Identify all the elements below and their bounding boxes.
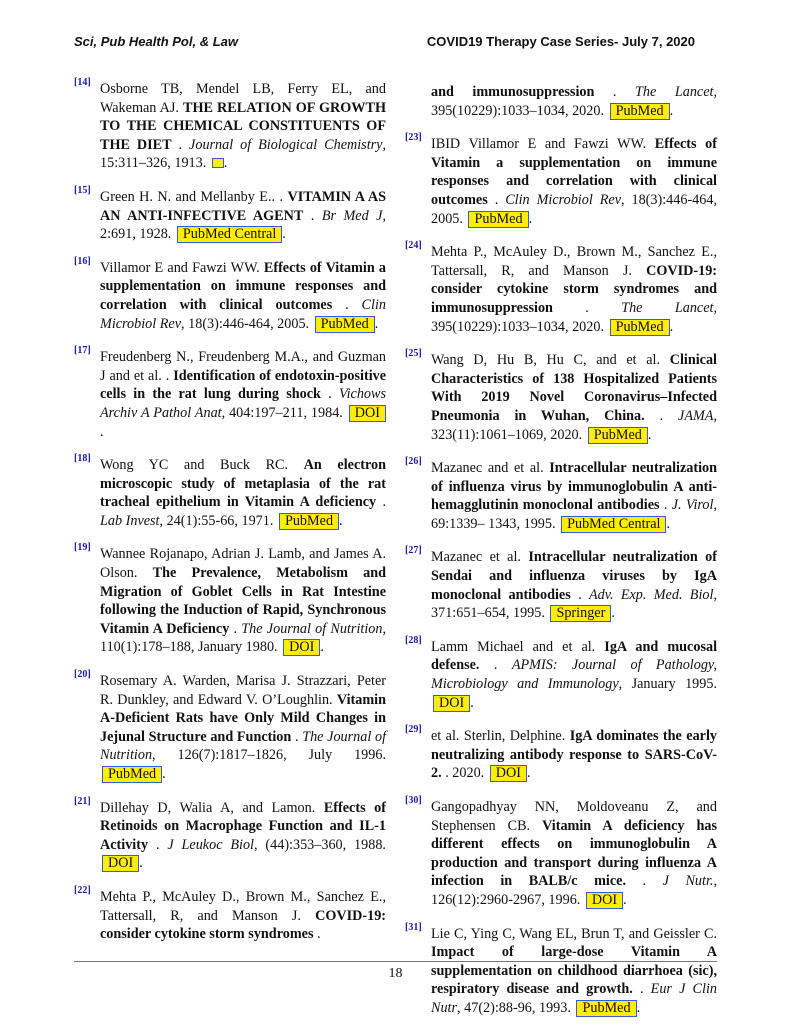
reference-item: [74, 795, 386, 873]
reference-title: THE RELATION OF GROWTH TO THE CHEMICAL CONSTITUENTS OF THE DIET: [100, 99, 386, 153]
citation-link-button[interactable]: PubMed: [102, 766, 162, 783]
reference-journal: J Leukoc Biol: [167, 836, 254, 853]
references-left-column: [74, 77, 387, 959]
reference-details: , 126(7):1817–1826, July 1996.: [152, 747, 386, 764]
reference-details: , 15:311–326, 1913.: [100, 136, 387, 172]
reference-number[interactable]: [20]: [74, 669, 91, 681]
reference-journal: The Journal of Nutrition: [100, 728, 387, 764]
citation-link-button[interactable]: DOI: [433, 695, 470, 712]
reference-number[interactable]: [14]: [74, 77, 91, 88]
references-right-column: [405, 80, 717, 1033]
reference-item: [74, 669, 387, 784]
citation-link-button[interactable]: PubMed: [610, 103, 670, 120]
reference-journal: APMIS: Journal of Pathology, Microbiology and Immunology: [431, 657, 717, 693]
reference-title: Effects of Vitamin a supplementation on immune responses and correlation with clinical outcomes: [100, 259, 386, 313]
reference-text: Mazanec et al. Intracellular neutralization of Sendai and influenza viruses by IgA monoclonal antibodies . Adv. Exp. Med. Biol, 371:651–654, 1995. Springer .: [431, 549, 717, 622]
reference-authors: Wannee Rojanapo, Adrian J. Lamb, and James A. Olson.: [100, 546, 386, 582]
reference-text: IBID Villamor E and Fawzi WW. Effects of Vitamin a supplementation on immune responses and correlation with clinical outcomes . Clin Microbiol Rev, 18(3):446-464, 2005. PubMed .: [431, 136, 718, 227]
reference-number[interactable]: [16]: [74, 255, 91, 267]
reference-text: Mehta P., McAuley D., Brown M., Sanchez E., Tattersall, R, and Manson J. COVID-19: consider cytokine storm syndromes and immunosuppression . The Lancet, 395(10229):1033–1034, 2020. PubMed .: [431, 244, 718, 335]
reference-item: [405, 348, 718, 444]
reference-authors: Mazanec et al.: [431, 549, 521, 566]
reference-journal: JAMA: [678, 407, 714, 424]
reference-number[interactable]: [25]: [405, 348, 422, 360]
reference-details: , 18(3):446-464, 2005.: [431, 191, 717, 227]
reference-journal: The Lancet: [621, 299, 714, 316]
page-number: 18: [388, 966, 403, 981]
reference-details: , January 1995.: [618, 676, 717, 693]
reference-title: COVID-19: consider cytokine storm syndromes and immunosuppression: [431, 262, 718, 316]
citation-link-button[interactable]: PubMed: [588, 427, 648, 444]
reference-number[interactable]: [26]: [405, 456, 422, 468]
citation-link-button[interactable]: PubMed: [279, 513, 339, 530]
reference-item: [405, 634, 718, 712]
reference-text: Wong YC and Buck RC. An electron microscopic study of metaplasia of the rat tracheal epithelium in Vitamin A deficiency . Lab Invest, 24(1):55-66, 1971. PubMed .: [100, 457, 387, 529]
reference-journal: Clin Microbiol Rev: [100, 296, 386, 332]
reference-authors: Dillehay D, Walia A, and Lamon.: [100, 799, 316, 816]
reference-details: , 47(2):88-96, 1993.: [457, 999, 571, 1016]
citation-link-button[interactable]: DOI: [102, 855, 139, 872]
reference-details: , 371:651–654, 1995.: [431, 586, 717, 622]
reference-title: IgA dominates the early neutralizing antibody response to SARS-CoV-2.: [431, 728, 717, 782]
reference-authors: Mehta P., McAuley D., Brown M., Sanchez E., Tattersall, R, and Manson J.: [100, 888, 386, 924]
reference-number[interactable]: [31]: [405, 921, 422, 933]
reference-item: [405, 795, 717, 910]
citation-link-button[interactable]: PubMed: [576, 1000, 636, 1017]
reference-number[interactable]: [22]: [74, 884, 91, 896]
reference-details: , 126(12):2960-2967, 1996.: [431, 873, 717, 908]
reference-authors: IBID Villamor E and Fawzi WW.: [431, 136, 647, 153]
reference-number[interactable]: [21]: [74, 795, 91, 807]
citation-link-button[interactable]: PubMed Central: [561, 516, 666, 533]
reference-item: [74, 255, 386, 333]
reference-title: COVID-19: consider cytokine storm syndromes: [100, 907, 387, 943]
reference-text: Mazanec and et al. Intracellular neutralization of influenza virus by immunoglobulin A anti-hemagglutinin monoclonal antibodies . J. Virol, 69:1339– 1343, 1995. PubMed Central .: [431, 460, 717, 532]
reference-text: Freudenberg N., Freudenberg M.A., and Guzman J and et al. . Identification of endotoxin-positive cells in the rat lung during shock . Vichows Archiv A Pathol Anat, 404:197–211, 1984. DOI.: [100, 349, 387, 440]
reference-details: 2020.: [452, 765, 485, 782]
reference-item: [74, 453, 387, 530]
reference-journal: Clin Microbiol Rev: [505, 191, 621, 208]
reference-title: Intracellular neutralization of Sendai and influenza viruses by IgA monoclonal antibodies: [431, 549, 717, 603]
reference-text: Wannee Rojanapo, Adrian J. Lamb, and James A. Olson. The Prevalence, Metabolism and Migration of Goblet Cells in Rat Intestine following the Induction of Rapid, Synchronous Vitamin A Deficiency . The Journal of Nutrition, 110(1):178–188, January 1980. DOI .: [100, 546, 387, 656]
reference-text: Green H. N. and Mellanby E.. . VITAMIN A AS AN ANTI-INFECTIVE AGENT . Br Med J, 2:691, 1928. PubMed Central .: [100, 188, 386, 243]
reference-journal: Adv. Exp. Med. Biol: [588, 586, 714, 603]
reference-title: and immunosuppression: [431, 84, 595, 100]
reference-journal: Vichows Archiv A Pathol Anat: [100, 386, 387, 421]
reference-number[interactable]: [30]: [405, 795, 422, 806]
reference-number[interactable]: [18]: [74, 453, 91, 465]
reference-text: et al. Sterlin, Delphine. IgA dominates the early neutralizing antibody response to SARS-CoV-2. . 2020. DOI .: [431, 728, 717, 782]
reference-title: Vitamin A deficiency has different effects on immunoglobulin A production and transport during influenza A infection in BALB/c mice.: [431, 817, 717, 890]
reference-title: Clinical Characteristics of 138 Hospitalized Patients With 2019 Novel Coronavirus–Infected Pneumonia in Wuhan, China.: [431, 352, 717, 424]
reference-authors: Mehta P., McAuley D., Brown M., Sanchez E., Tattersall, R, and Manson J.: [431, 244, 717, 279]
reference-title: The Prevalence, Metabolism and Migration of Goblet Cells in Rat Intestine following the Induction of Rapid, Synchronous Vitamin A Deficiency: [100, 565, 387, 637]
reference-title: Effects of Retinoids on Macrophage Function and IL-1 Activity: [100, 799, 386, 853]
reference-text: Villamor E and Fawzi WW. Effects of Vitamin a supplementation on immune responses and correlation with clinical outcomes . Clin Microbiol Rev, 18(3):446-464, 2005. PubMed .: [100, 259, 386, 332]
reference-number[interactable]: [17]: [74, 345, 91, 357]
reference-title: An electron microscopic study of metaplasia of the rat tracheal epithelium in Vitamin A deficiency: [100, 457, 386, 511]
reference-journal: Br Med J: [321, 207, 383, 224]
reference-details: , 395(10229):1033–1034, 2020.: [431, 299, 717, 335]
reference-number[interactable]: [24]: [405, 240, 422, 252]
reference-text: Gangopadhyay NN, Moldoveanu Z, and Stephensen CB. Vitamin A deficiency has different effects on immunoglobulin A production and transport during influenza A infection in BALB/c mice. . J Nutr., 126(12):2960-2967, 1996. DOI .: [431, 799, 717, 908]
reference-title: Impact of large-dose Vitamin A supplementation on childhood diarrhoea (sic), respiratory disease and growth.: [431, 944, 717, 998]
reference-journal: J Nutr.: [662, 873, 714, 890]
reference-authors: Rosemary A. Warden, Marisa J. Strazzari, Peter R. Dunkley, and Edward V. O’Loughlin.: [100, 673, 386, 708]
reference-journal: Journal of Biological Chemistry: [189, 136, 383, 153]
reference-text: Osborne TB, Mendel LB, Ferry EL, and Wakeman AJ. THE RELATION OF GROWTH TO THE CHEMICAL CONSTITUENTS OF THE DIET . Journal of Biological Chemistry, 15:311–326, 1913. .: [100, 81, 387, 172]
reference-journal: J. Virol: [671, 497, 714, 514]
reference-journal: Lab Invest: [100, 512, 160, 529]
reference-item: [405, 545, 717, 622]
reference-item: [74, 542, 387, 657]
reference-item: [405, 456, 717, 533]
reference-title: VITAMIN A AS AN ANTI-INFECTIVE AGENT: [100, 188, 386, 224]
reference-text: Lie C, Ying C, Wang EL, Brun T, and Geissler C. Impact of large-dose Vitamin A supplementation on childhood diarrhoea (sic), respiratory disease and growth. . Eur J Clin Nutr, 47(2):88-96, 1993. PubMed .: [431, 925, 717, 1016]
reference-item: [405, 132, 718, 228]
reference-title: IgA and mucosal defense.: [431, 638, 718, 674]
reference-number[interactable]: [19]: [74, 542, 91, 554]
reference-authors: et al. Sterlin, Delphine.: [431, 728, 566, 745]
reference-authors: Gangopadhyay NN, Moldoveanu Z, and Stephensen CB.: [431, 799, 717, 834]
reference-item: [405, 724, 717, 783]
reference-details: , 18(3):446-464, 2005.: [181, 315, 310, 332]
header-title: COVID19 Therapy Case Series- July 7, 2020: [426, 34, 695, 49]
reference-authors: Green H. N. and Mellanby E.. .: [100, 188, 284, 205]
reference-title: Effects of Vitamin a supplementation on immune responses and correlation with clinical outcomes: [431, 136, 718, 208]
footer-rule: [74, 961, 717, 962]
reference-item: [405, 83, 717, 120]
reference-journal: The Lancet: [635, 84, 714, 100]
reference-text: Dillehay D, Walia A, and Lamon. Effects of Retinoids on Macrophage Function and IL-1 Activity . J Leukoc Biol, (44):353–360, 1988. DOI .: [100, 799, 386, 872]
reference-details: , 24(1):55-66, 1971.: [159, 512, 274, 529]
reference-number[interactable]: [29]: [405, 724, 422, 736]
reference-number[interactable]: [23]: [405, 132, 422, 144]
citation-link-button[interactable]: DOI: [490, 765, 527, 782]
header-journal: Sci, Pub Health Pol, & Law: [74, 34, 238, 49]
reference-details: , 404:197–211, 1984.: [221, 404, 343, 421]
reference-authors: Villamor E and Fawzi WW.: [100, 259, 260, 276]
reference-title: Intracellular neutralization of influenza virus by immunoglobulin A anti-hemagglutinin monoclonal antibodies: [431, 460, 717, 514]
citation-link-button[interactable]: PubMed: [315, 316, 375, 333]
reference-authors: Lie C, Ying C, Wang EL, Brun T, and Geissler C.: [431, 925, 717, 942]
citation-link-button[interactable]: PubMed: [468, 211, 528, 228]
reference-authors: Wang D, Hu B, Hu C, and et al.: [431, 352, 661, 369]
reference-details: , 395(10229):1033–1034, 2020.: [431, 84, 718, 119]
reference-text: Lamm Michael and et al. IgA and mucosal defense. . APMIS: Journal of Pathology, Microbiology and Immunology, January 1995. DOI .: [431, 638, 718, 711]
reference-text: Wang D, Hu B, Hu C, and et al. Clinical Characteristics of 138 Hospitalized Patients With 2019 Novel Coronavirus–Infected Pneumonia in Wuhan, China. . JAMA, 323(11):1061–1069, 2020. PubMed .: [431, 352, 718, 443]
citation-link-button[interactable]: DOI: [349, 405, 386, 422]
reference-item: [74, 884, 387, 944]
reference-details: , 2:691, 1928.: [100, 207, 386, 243]
citation-link-button[interactable]: Springer: [550, 605, 611, 622]
reference-text: Mehta P., McAuley D., Brown M., Sanchez E., Tattersall, R, and Manson J. COVID-19: consider cytokine storm syndromes .: [100, 888, 387, 943]
reference-text: and immunosuppression . The Lancet, 395(10229):1033–1034, 2020. PubMed .: [431, 84, 718, 119]
reference-journal: Eur J Clin Nutr: [431, 981, 717, 1016]
reference-details: , 323(11):1061–1069, 2020.: [431, 407, 718, 443]
reference-item: [74, 184, 386, 244]
reference-authors: Freudenberg N., Freudenberg M.A., and Guzman J and et al. .: [100, 349, 386, 384]
citation-link-button[interactable]: PubMed: [610, 319, 670, 336]
citation-link-button[interactable]: DOI: [283, 639, 320, 656]
reference-authors: Lamm Michael and et al.: [431, 638, 596, 655]
reference-authors: Mazanec and et al.: [431, 460, 544, 477]
citation-link-button[interactable]: [212, 158, 224, 168]
reference-item: [74, 345, 387, 441]
reference-authors: Osborne TB, Mendel LB, Ferry EL, and Wakeman AJ.: [100, 81, 386, 116]
reference-details: , 69:1339– 1343, 1995.: [431, 497, 717, 532]
citation-link-button[interactable]: PubMed Central: [177, 226, 282, 243]
reference-journal: The Journal of Nutrition: [241, 620, 383, 637]
reference-number[interactable]: [27]: [405, 545, 422, 557]
reference-number[interactable]: [28]: [405, 634, 422, 646]
reference-item: [74, 77, 387, 173]
reference-text: Rosemary A. Warden, Marisa J. Strazzari, Peter R. Dunkley, and Edward V. O’Loughlin. Vitamin A-Deficient Rats have Only Mild Changes in Jejunal Structure and Function . The Journal of Nutrition, 126(7):1817–1826, July 1996. PubMed .: [100, 673, 387, 782]
citation-link-button[interactable]: DOI: [586, 892, 623, 909]
reference-title: Identification of endotoxin-positive cells in the rat lung during shock: [100, 367, 387, 403]
reference-authors: Wong YC and Buck RC.: [100, 457, 289, 474]
reference-details: , (44):353–360, 1988.: [254, 836, 386, 853]
reference-number[interactable]: [15]: [74, 184, 91, 196]
reference-details: , 110(1):178–188, January 1980.: [100, 620, 387, 656]
reference-item: [405, 240, 718, 336]
reference-title: Vitamin A-Deficient Rats have Only Mild Changes in Jejunal Structure and Function: [100, 691, 387, 745]
